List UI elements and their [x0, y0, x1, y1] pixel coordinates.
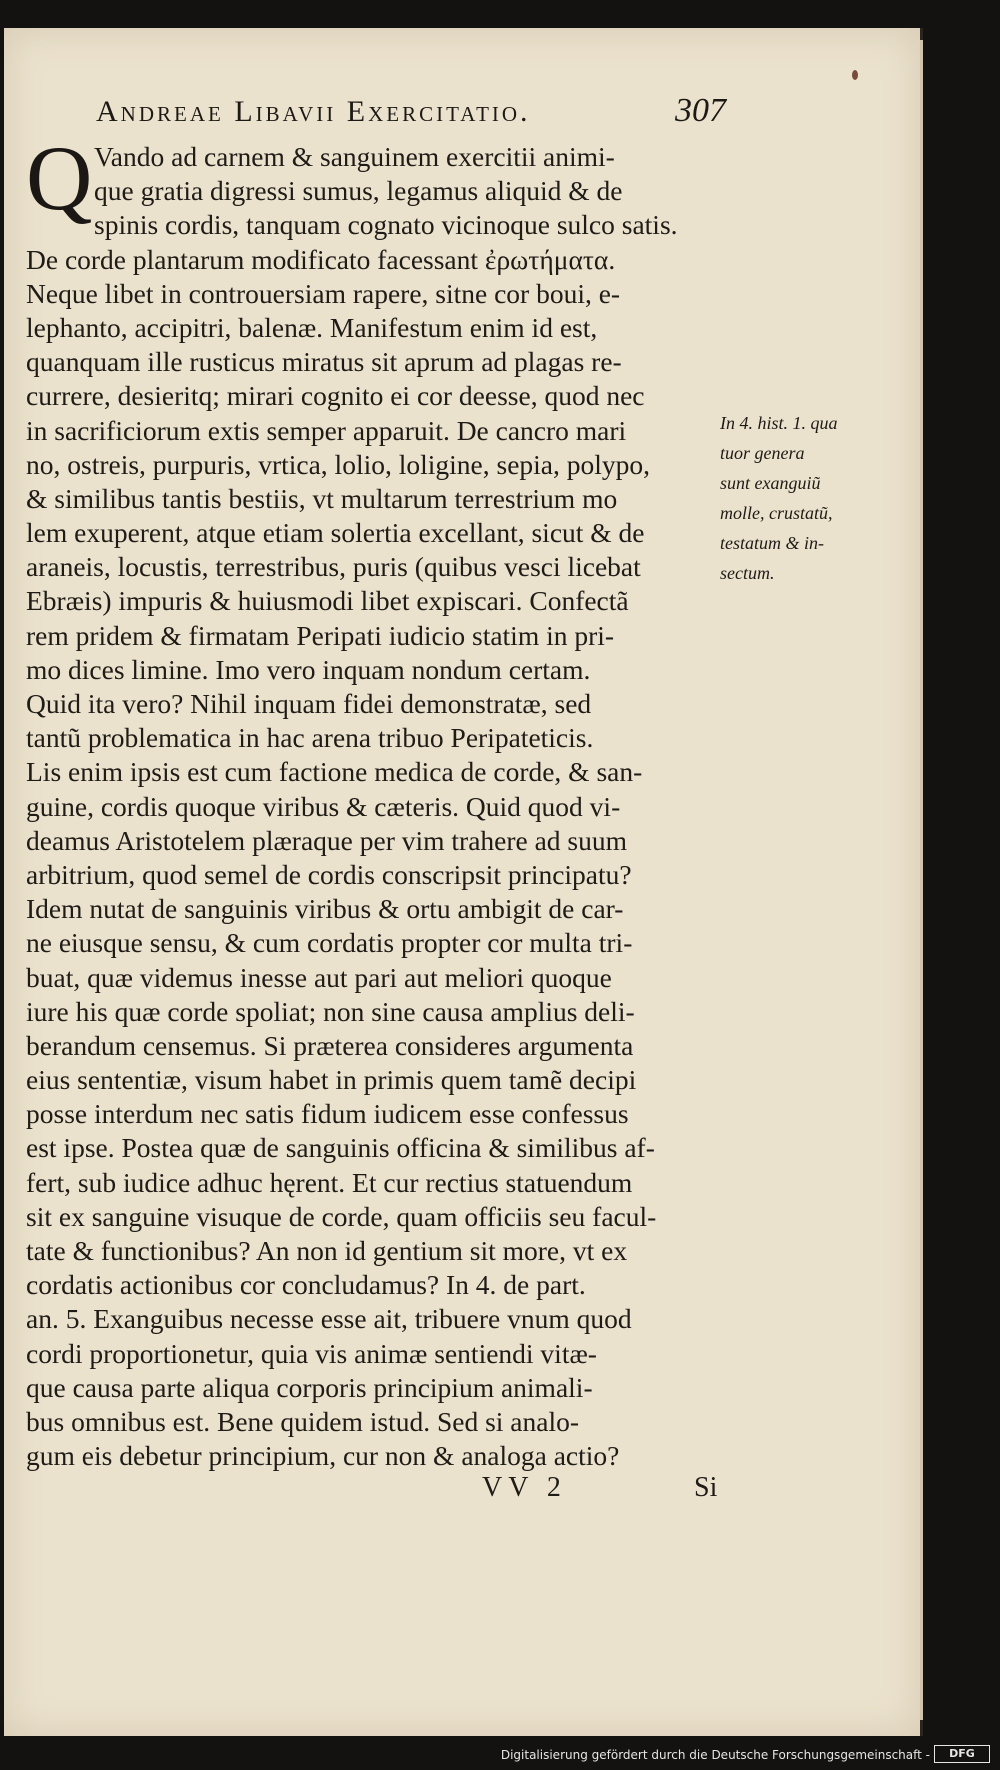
text-line: tantũ problematica in hac arena tribuo Peripateticis.: [26, 722, 594, 754]
catchword: Si: [694, 1472, 718, 1503]
dfg-logo: DFG: [934, 1745, 990, 1763]
text-line: Ebræis) impuris & huiusmodi libet expiscari. Confectã: [26, 585, 629, 617]
text-line: arbitrium, quod semel de cordis conscripsit principatu?: [26, 858, 632, 890]
text-line: rem pridem & firmatam Peripati iudicio statim in pri-: [26, 619, 615, 651]
text-line: gum eis debetur principium, cur non & analoga actio?: [26, 1440, 620, 1472]
text-line: cordi proportionetur, quia vis animæ sentiendi vitæ-: [26, 1337, 597, 1369]
text-line: deamus Aristotelem plæraque per vim trahere ad suum: [26, 824, 628, 856]
margin-note: [720, 408, 870, 588]
text-line: lephanto, accipitri, balenæ. Manifestum enim id est,: [26, 311, 598, 343]
text-line: quanquam ille rusticus miratus sit aprum ad plagas re-: [26, 346, 622, 378]
text-line: Lis enim ipsis est cum factione medica de corde, & san-: [26, 756, 643, 788]
text-line: cordatis actionibus cor concludamus? In 4. de part.: [26, 1269, 586, 1301]
text-line: spinis cordis, tanquam cognato vicinoque sulco satis.: [94, 209, 678, 241]
text-line: mo dices limine. Imo vero inquam nondum certam.: [26, 653, 591, 685]
text-line: no, ostreis, purpuris, vrtica, lolio, loligine, sepia, polypo,: [26, 448, 651, 480]
text-line: ne eiusque sensu, & cum cordatis propter cor multa tri-: [26, 927, 633, 959]
text-line: posse interdum nec satis fidum iudicem esse confessus: [26, 1098, 629, 1130]
text-line: tate & functionibus? An non id gentium sit more, vt ex: [26, 1235, 628, 1266]
text-line: Quid ita vero? Nihil inquam fidei demonstratæ, sed: [26, 688, 592, 719]
text-line: bus omnibus est. Bene quidem istud. Sed si analo-: [26, 1405, 580, 1437]
text-line: buat, quæ videmus inesse aut pari aut meliori quoque: [26, 961, 612, 993]
page-edge: [920, 40, 923, 1720]
page-number: 307: [675, 92, 726, 129]
text-line: guine, cordis quoque viribus & cæteris. Quid quod vi-: [26, 790, 621, 822]
signature-mark: VV 2: [482, 1472, 567, 1503]
body-lines: [26, 127, 726, 1473]
margin-note-line: sectum.: [720, 563, 775, 583]
body-text: [26, 127, 726, 1473]
margin-note-line: In 4. hist. 1. qua: [720, 413, 838, 433]
margin-note-line: molle, crustatũ,: [720, 503, 833, 523]
text-line: est ipse. Postea quæ de sanguinis officina & similibus af-: [26, 1132, 655, 1164]
text-line: De corde plantarum modificato facessant ἐρωτήματα.: [26, 243, 616, 275]
text-line: que gratia digressi sumus, legamus aliquid & de: [94, 175, 623, 207]
text-line: in sacrificiorum extis semper apparuit. De cancro mari: [26, 414, 627, 446]
digitization-credit: Digitalisierung gefördert durch die Deutsche Forschungsgemeinschaft -: [500, 1748, 930, 1762]
text-line: eius sententiæ, visum habet in primis quem tamẽ decipi: [26, 1064, 637, 1096]
text-line: currere, desieritq; mirari cognito ei cor deesse, quod nec: [26, 380, 645, 412]
text-line: que causa parte aliqua corporis principium animali-: [26, 1371, 593, 1403]
text-line: iure his quæ corde spoliat; non sine causa amplius deli-: [26, 995, 635, 1027]
text-line: berandum censemus. Si præterea consideres argumenta: [26, 1029, 634, 1061]
running-title: Andreae Libavii Exercitatio.: [96, 95, 531, 128]
text-line: sit ex sanguine visuque de corde, quam officiis seu facul-: [26, 1200, 657, 1232]
text-line: lem exuperent, atque etiam solertia excellant, sicut & de: [26, 517, 645, 549]
drop-cap-initial: Q: [26, 127, 93, 229]
text-line: & similibus tantis bestiis, vt multarum terrestrium mo: [26, 482, 618, 514]
margin-note-line: tuor genera: [720, 443, 805, 463]
text-line: araneis, locustis, terrestribus, puris (quibus vesci licebat: [26, 551, 641, 583]
text-line: fert, sub iudice adhuc hęrent. Et cur rectius statuendum: [26, 1166, 633, 1198]
text-line: an. 5. Exanguibus necesse esse ait, tribuere vnum quod: [26, 1303, 632, 1335]
text-line: Vando ad carnem & sanguinem exercitii animi-: [94, 141, 615, 172]
margin-note-line: sunt exanguiũ: [720, 473, 821, 493]
ink-stain: [852, 70, 858, 80]
text-line: Idem nutat de sanguinis viribus & ortu ambigit de car-: [26, 893, 624, 925]
margin-note-line: testatum & in-: [720, 533, 824, 553]
text-line: Neque libet in controuersiam rapere, sitne cor boui, e-: [26, 277, 621, 309]
running-head: [96, 92, 726, 130]
